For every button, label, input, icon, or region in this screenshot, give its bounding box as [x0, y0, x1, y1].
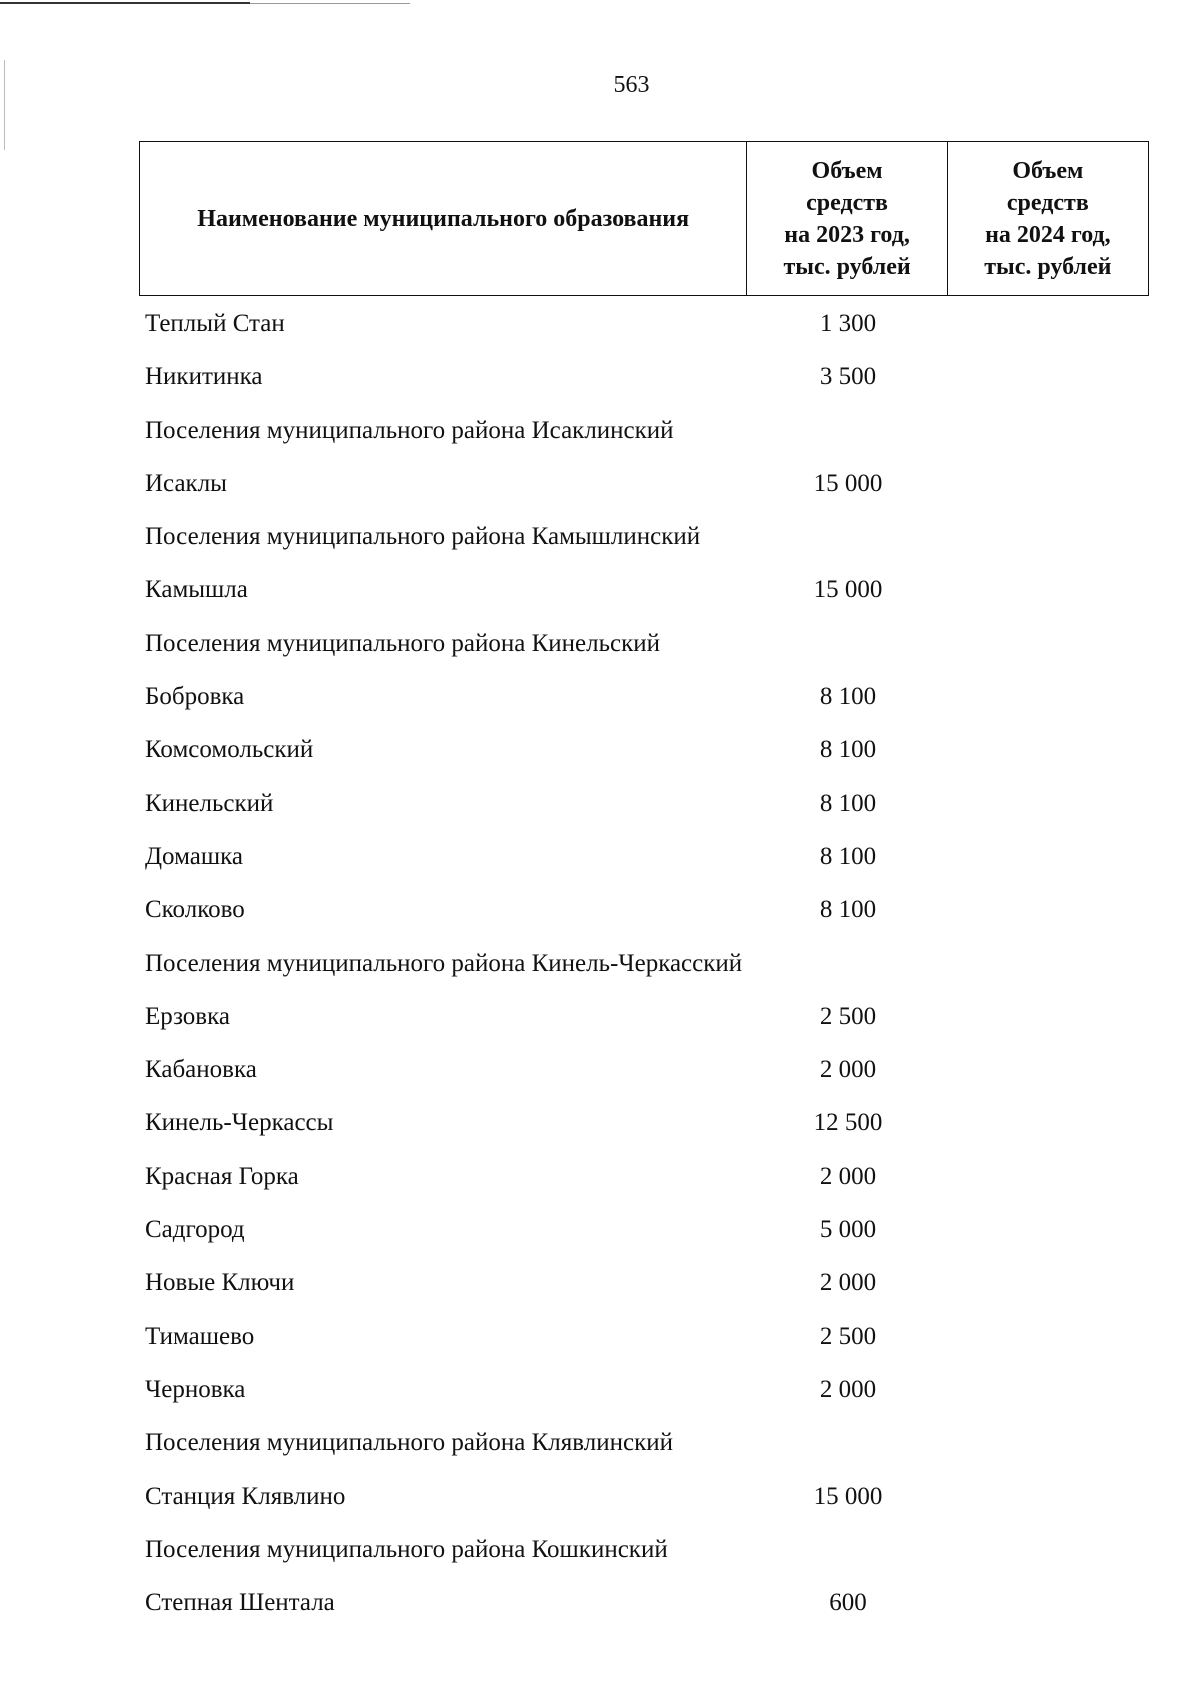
table-row — [0, 936, 1200, 989]
page-number: 563 — [613, 72, 650, 98]
amount-2023: 15 000 — [813, 576, 883, 604]
scan-artifact-line — [0, 2, 250, 4]
header-municipality-name: Наименование муниципального образования — [140, 142, 747, 296]
table-row — [0, 296, 1200, 349]
municipality-name: Кабановка — [145, 1056, 257, 1084]
header-2023-line: средств — [806, 189, 888, 216]
municipality-name: Поселения муниципального района Клявлинский — [145, 1429, 673, 1457]
amount-2023: 2 000 — [819, 1269, 877, 1297]
table-row — [0, 509, 1200, 562]
table-row — [0, 1042, 1200, 1095]
table-row — [0, 722, 1200, 775]
municipality-name: Поселения муниципального района Камышлинский — [145, 523, 701, 551]
municipality-name: Новые Ключи — [145, 1269, 295, 1297]
municipality-name: Сколково — [145, 896, 245, 924]
table-row — [0, 829, 1200, 882]
header-2024-line: средств — [1006, 189, 1089, 216]
municipality-name: Кинельский — [145, 789, 274, 817]
municipality-name: Ерзовка — [145, 1002, 230, 1030]
table-row — [0, 1575, 1200, 1628]
table-row — [0, 669, 1200, 722]
table-row — [0, 616, 1200, 669]
municipality-name: Станция Клявлино — [145, 1482, 346, 1510]
amount-2023: 8 100 — [819, 842, 877, 870]
municipality-name: Черновка — [145, 1375, 246, 1403]
header-2024-line: Объем — [1012, 157, 1084, 184]
table-body — [0, 296, 1200, 1628]
amount-2023: 2 500 — [819, 1322, 877, 1350]
header-amount-2024 — [947, 142, 1148, 296]
header-2024-line: тыс. рублей — [984, 253, 1112, 280]
table-row — [0, 1415, 1200, 1468]
municipality-name: Теплый Стан — [145, 310, 285, 337]
table-row — [0, 1255, 1200, 1308]
municipality-name: Никитинка — [145, 363, 263, 391]
amount-2023: 15 000 — [813, 1482, 883, 1510]
table-row — [0, 1362, 1200, 1415]
amount-2023: 1 300 — [819, 310, 877, 337]
municipality-name: Комсомольский — [145, 736, 314, 764]
header-2023-line: на 2023 год, — [784, 221, 910, 248]
municipality-name: Кинель-Черкассы — [145, 1109, 334, 1137]
municipality-name: Поселения муниципального района Кинельский — [145, 629, 661, 657]
header-amount-2023 — [747, 142, 947, 296]
amount-2023: 2 000 — [819, 1162, 877, 1190]
table-row — [0, 989, 1200, 1042]
amount-2023: 8 100 — [819, 896, 877, 924]
municipality-name: Бобровка — [145, 683, 245, 711]
municipality-name: Садгород — [145, 1216, 245, 1244]
municipality-name: Домашка — [145, 842, 243, 870]
table-row — [0, 562, 1200, 615]
municipality-name: Поселения муниципального района Исаклинский — [145, 416, 674, 444]
amount-2023: 2 000 — [819, 1056, 877, 1084]
amount-2023: 8 100 — [819, 789, 877, 817]
amount-2023: 15 000 — [813, 469, 883, 497]
table-row — [0, 1469, 1200, 1522]
amount-2023: 12 500 — [813, 1109, 883, 1137]
header-2023-line: тыс. рублей — [783, 253, 911, 280]
municipality-name: Тимашево — [145, 1322, 255, 1350]
amount-2023: 2 500 — [819, 1002, 877, 1030]
table-row — [0, 349, 1200, 402]
amount-2023: 3 500 — [819, 363, 877, 391]
amount-2023: 5 000 — [819, 1216, 877, 1244]
table-row — [0, 1522, 1200, 1575]
scan-artifact-line-faint — [250, 3, 410, 4]
table-row — [0, 403, 1200, 456]
table-row — [0, 1309, 1200, 1362]
amount-2023: 8 100 — [819, 736, 877, 764]
header-2024-line: на 2024 год, — [985, 221, 1111, 248]
amount-2023: 600 — [829, 1589, 867, 1617]
table-row — [0, 1095, 1200, 1148]
table-row — [0, 1202, 1200, 1255]
municipality-name: Степная Шентала — [145, 1589, 335, 1617]
municipality-name: Красная Горка — [145, 1162, 299, 1190]
municipality-name: Поселения муниципального района Кинель-Черкасский — [145, 949, 743, 977]
header-2023-line: Объем — [811, 157, 883, 184]
table-row — [0, 882, 1200, 935]
municipality-name: Камышла — [145, 576, 248, 604]
municipality-name: Исаклы — [145, 469, 227, 497]
municipality-name: Поселения муниципального района Кошкинский — [145, 1535, 668, 1563]
table-header — [139, 141, 1149, 296]
table-row — [0, 776, 1200, 829]
table-row — [0, 1149, 1200, 1202]
amount-2023: 2 000 — [819, 1375, 877, 1403]
table-row — [0, 456, 1200, 509]
amount-2023: 8 100 — [819, 683, 877, 711]
